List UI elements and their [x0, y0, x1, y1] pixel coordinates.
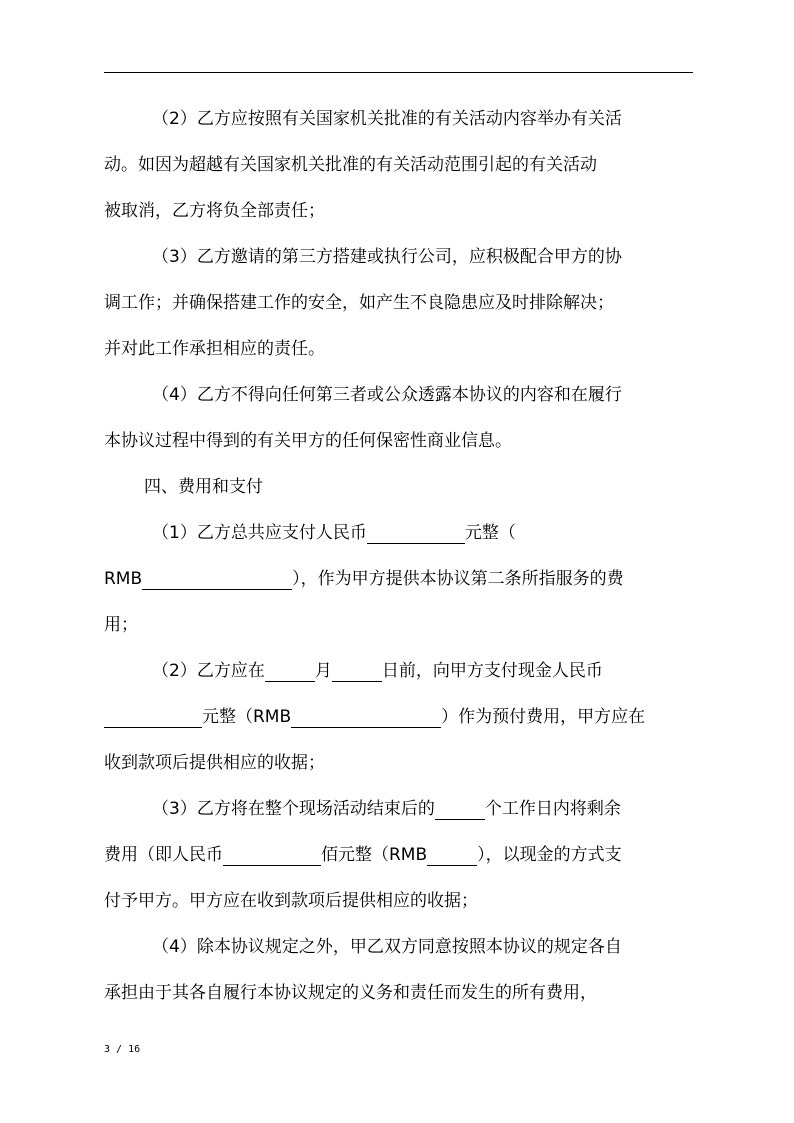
text-span: 费用（即人民币: [104, 845, 223, 865]
fill-blank: [223, 847, 321, 866]
text-line: 承担由于其各自履行本协议规定的义务和责任而发生的所有费用，: [104, 983, 597, 1003]
payment-clause-1-line-1: [152, 522, 516, 544]
text-line: （2）乙方应按照有关国家机关批准的有关活动内容举办有关活: [152, 109, 622, 129]
section-title: 四、费用和支付: [144, 477, 263, 497]
fill-blank: [142, 571, 292, 590]
payment-clause-2-line-2: [104, 706, 645, 728]
fill-blank: [435, 801, 485, 820]
text-line: （3）乙方邀请的第三方搭建或执行公司，应积极配合甲方的协: [152, 247, 622, 267]
text-span: （1）乙方总共应支付人民币: [152, 523, 367, 543]
text-span: ），以现金的方式支: [477, 845, 622, 865]
payment-clause-2-line-1: [152, 660, 603, 682]
text-span: （2）乙方应在: [152, 661, 265, 681]
text-line: （4）乙方不得向任何第三者或公众透露本协议的内容和在履行: [152, 385, 622, 405]
text-line: （4）除本协议规定之外，甲乙双方同意按照本协议的规定各自: [152, 937, 622, 957]
fill-blank: [427, 847, 477, 866]
payment-clause-1-line-2: [104, 568, 624, 590]
payment-clause-3-line-1: [152, 798, 621, 820]
text-span: 日前，向甲方支付现金人民币: [381, 661, 603, 681]
text-span: 月: [314, 661, 332, 681]
text-span: RMB: [104, 569, 143, 589]
text-line: 用；: [104, 615, 138, 635]
text-span: ），作为甲方提供本协议第二条所指服务的费: [292, 569, 624, 589]
text-span: 个工作日内将剩余: [484, 799, 621, 819]
fill-blank: [332, 663, 382, 682]
text-span: 佰元整（RMB: [321, 845, 428, 865]
text-line: 本协议过程中得到的有关甲方的任何保密性商业信息。: [104, 431, 512, 451]
text-line: 付予甲方。甲方应在收到款项后提供相应的收据；: [104, 891, 478, 911]
text-span: 元整（RMB: [202, 707, 292, 727]
text-line: 并对此工作承担相应的责任。: [104, 339, 325, 359]
text-span: （3）乙方将在整个现场活动结束后的: [152, 799, 435, 819]
fill-blank: [367, 525, 465, 544]
header-rule: [104, 72, 693, 73]
text-line: 收到款项后提供相应的收据；: [104, 753, 325, 773]
text-span: ）作为预付费用，甲方应在: [441, 707, 646, 727]
text-line: 动。如因为超越有关国家机关批准的有关活动范围引起的有关活动: [104, 155, 597, 175]
text-line: 被取消，乙方将负全部责任；: [104, 201, 325, 221]
fill-blank: [104, 709, 202, 728]
page-number: 3 / 16: [104, 1044, 141, 1055]
fill-blank: [265, 663, 315, 682]
payment-clause-3-line-2: [104, 844, 622, 866]
text-span: 元整（: [464, 523, 516, 543]
text-line: 调工作；并确保搭建工作的安全，如产生不良隐患应及时排除解决；: [104, 293, 614, 313]
fill-blank: [291, 709, 441, 728]
